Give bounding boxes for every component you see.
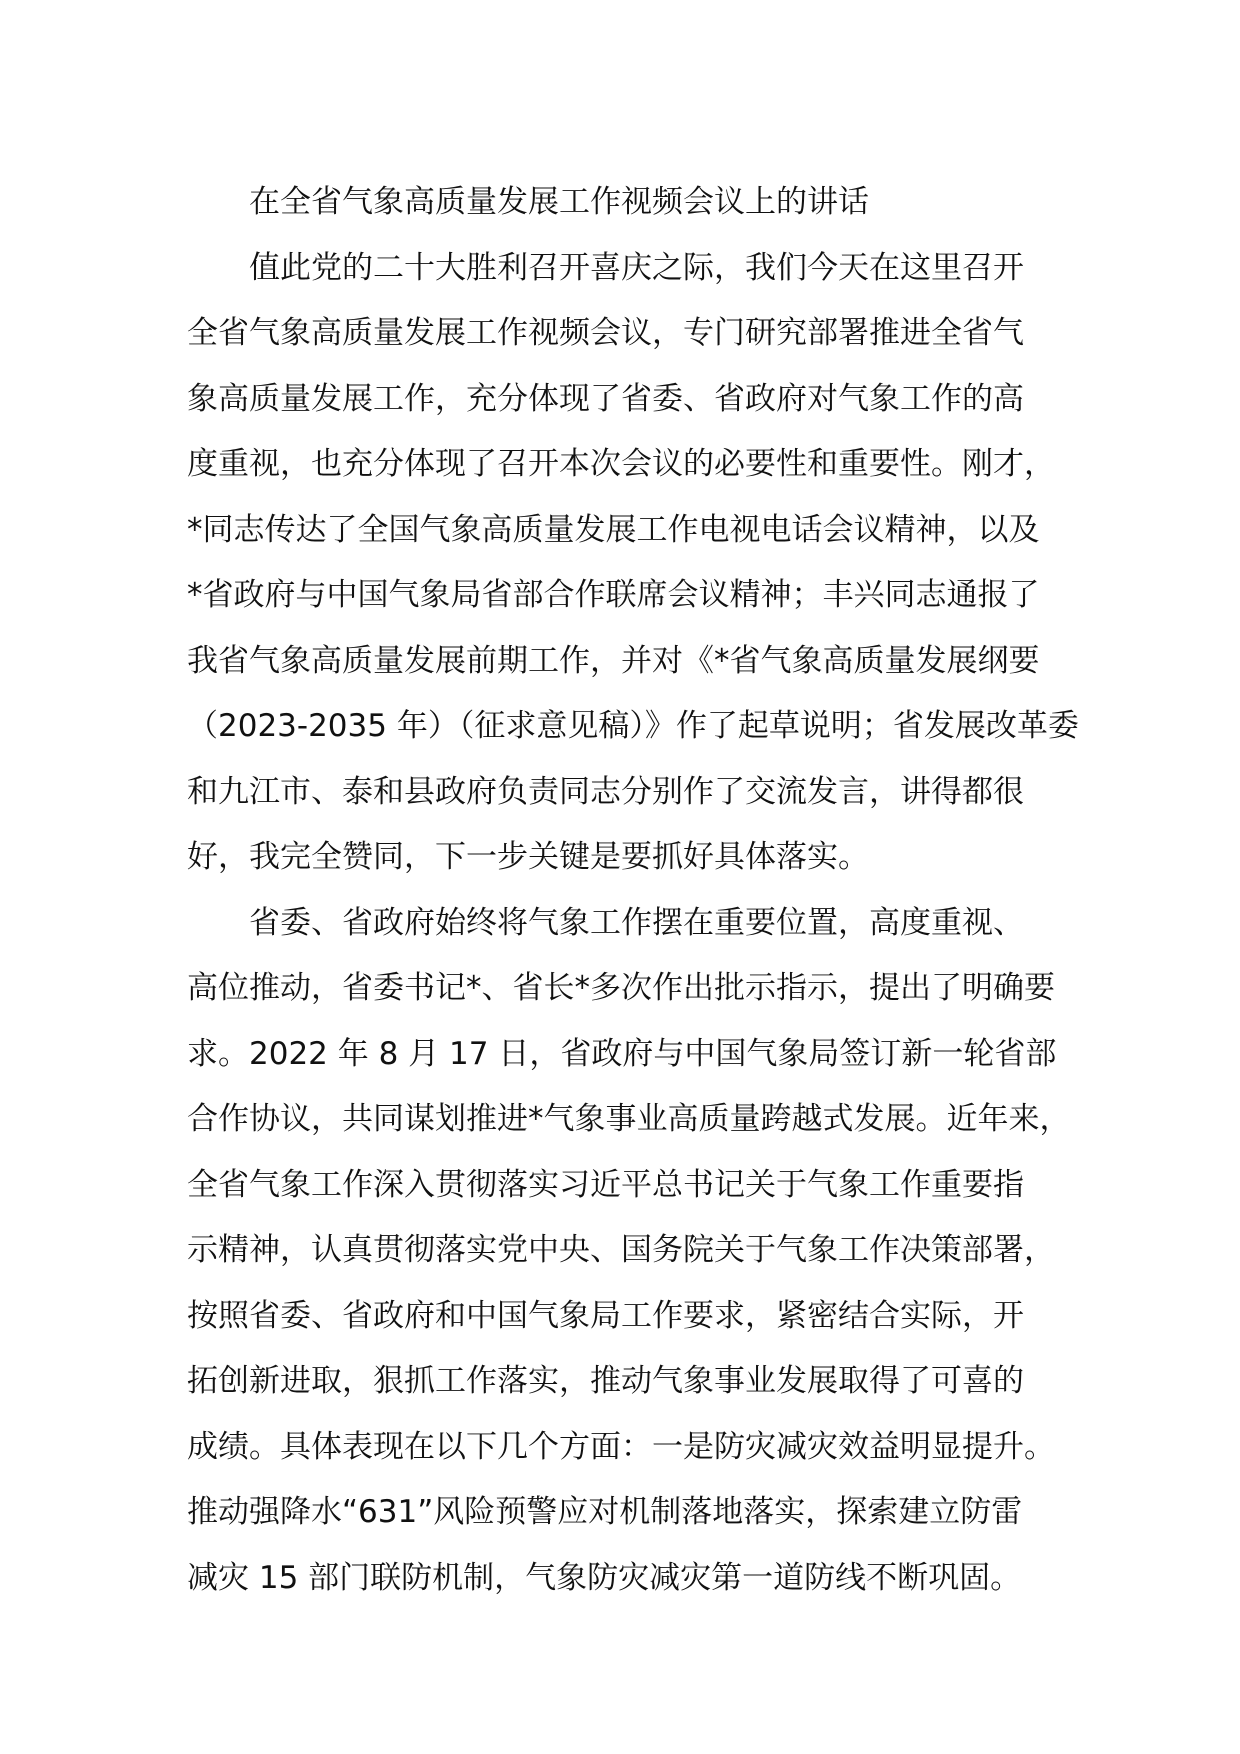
paragraph-1-line-1: 值此党的二十大胜利召开喜庆之际，我们今天在这里召开 [249, 249, 1024, 286]
paragraph-1-line-2: 全省气象高质量发展工作视频会议，专门研究部署推进全省气 [187, 315, 1024, 351]
paragraph-2-line-4: 合作协议，共同谋划推进*气象事业高质量跨越式发展。近年来， [187, 1101, 1071, 1137]
paragraph-2-line-7: 按照省委、省政府和中国气象局工作要求，紧密结合实际，开 [187, 1297, 1024, 1334]
paragraph-2-line-10: 推动强降水“631”风险预警应对机制落地落实，探索建立防雷 [187, 1494, 1023, 1530]
paragraph-2-line-1: 省委、省政府始终将气象工作摆在重要位置，高度重视、 [249, 904, 1024, 941]
paragraph-1-line-9: 和九江市、泰和县政府负责同志分别作了交流发言，讲得都很 [187, 773, 1024, 810]
paragraph-1-line-4: 度重视，也充分体现了召开本次会议的必要性和重要性。刚才， [187, 446, 1055, 482]
paragraph-1-line-5: *同志传达了全国气象高质量发展工作电视电话会议精神，以及 [187, 511, 1040, 548]
paragraph-2-line-6: 示精神，认真贯彻落实党中央、国务院关于气象工作决策部署， [187, 1232, 1055, 1268]
paragraph-1-line-3: 象高质量发展工作，充分体现了省委、省政府对气象工作的高 [187, 380, 1024, 417]
paragraph-2-line-2: 高位推动，省委书记*、省长*多次作出批示指示，提出了明确要 [187, 970, 1055, 1006]
paragraph-1-line-6: *省政府与中国气象局省部合作联席会议精神；丰兴同志通报了 [187, 577, 1040, 613]
paragraph-1 [187, 236, 1087, 891]
paragraph-1-line-7: 我省气象高质量发展前期工作，并对《*省气象高质量发展纲要 [187, 642, 1040, 679]
document-title: 在全省气象高质量发展工作视频会议上的讲话 [249, 184, 869, 220]
paragraph-2 [187, 891, 1087, 1612]
paragraph-2-line-11: 减灾 15 部门联防机制，气象防灾减灾第一道防线不断巩固。 [187, 1559, 1022, 1596]
paragraph-1-line-8: （2023-2035 年）（征求意见稿）》作了起草说明；省发展改革委 [187, 708, 1079, 744]
paragraph-1-line-10: 好，我完全赞同，下一步关键是要抓好具体落实。 [187, 839, 869, 875]
paragraph-2-line-3: 求。2022 年 8 月 17 日，省政府与中国气象局签订新一轮省部 [187, 1035, 1057, 1072]
paragraph-2-line-9: 成绩。具体表现在以下几个方面：一是防灾减灾效益明显提升。 [187, 1428, 1055, 1465]
speech-body [187, 170, 1087, 1611]
paragraph-2-line-8: 拓创新进取，狠抓工作落实，推动气象事业发展取得了可喜的 [187, 1363, 1024, 1399]
paragraph-2-line-5: 全省气象工作深入贯彻落实习近平总书记关于气象工作重要指 [187, 1166, 1024, 1203]
